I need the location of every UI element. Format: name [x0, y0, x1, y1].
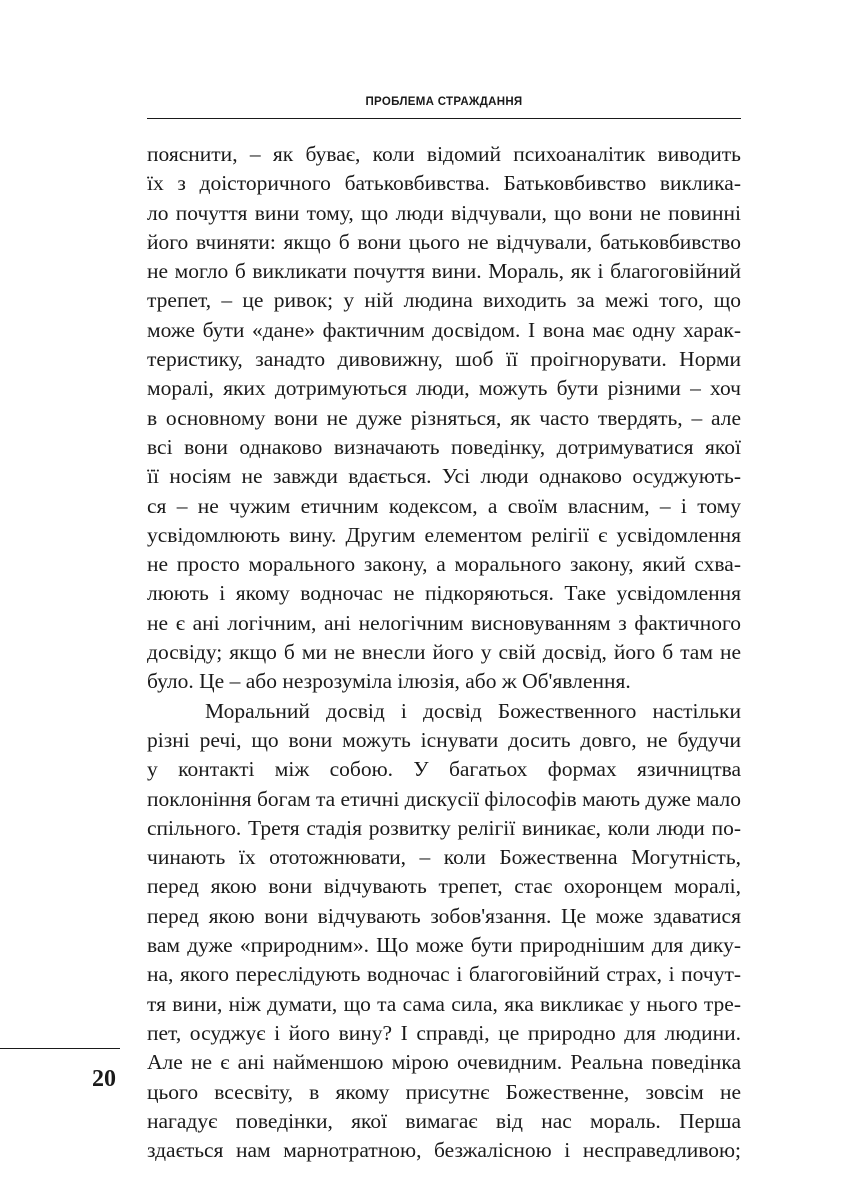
text-line: його вчиняти: якщо б вони цього не відчували, батьковбивство: [147, 229, 741, 254]
text-line: на, якого переслідують водночас і благоговійний страх, і почут-: [147, 962, 741, 987]
text-line: в основному вони не дуже різняться, як часто твердять, – але: [147, 405, 741, 430]
text-line: моралі, яких дотримуються люди, можуть бути різними – хоч: [147, 376, 741, 401]
text-line: усвідомлюють вину. Другим елементом релігії є усвідомлення: [147, 522, 741, 547]
text-line: перед якою вони відчувають зобов'язання. Це може здаватися: [147, 903, 741, 928]
text-line: ся – не чужим етичним кодексом, а своїм власним, – і тому: [147, 493, 741, 518]
folio-rule: [0, 1048, 120, 1049]
text-line: здається нам марнотратною, безжалісною і несправедливою;: [147, 1138, 741, 1163]
text-line: не просто морального закону, а морального закону, який схва-: [147, 552, 741, 577]
text-line: тя вини, ніж думати, що та сама сила, яка викликає у нього тре-: [147, 991, 741, 1016]
text-line: спільного. Третя стадія розвитку релігії виникає, коли люди по-: [147, 815, 741, 840]
text-line: Моральний досвід і досвід Божественного настільки: [205, 698, 741, 723]
text-line: не є ані логічним, ані нелогічним висновуванням з фактичного: [147, 610, 741, 635]
running-head: ПРОБЛЕМА СТРАЖДАННЯ: [365, 96, 523, 108]
text-line: різні речі, що вони можуть існувати досить довго, не будучи: [147, 727, 741, 752]
text-line: може бути «дане» фактичним досвідом. І вона має одну харак-: [147, 317, 741, 342]
text-line: трепет, – це ривок; у ній людина виходить за межі того, що: [147, 288, 741, 313]
text-line: у контакті між собою. У багатьох формах язичництва: [147, 757, 741, 782]
text-line: чинають їх ототожнювати, – коли Божественна Могутність,: [147, 845, 741, 870]
text-line: ло почуття вини тому, що люди відчували, що вони не повинні: [147, 200, 741, 225]
text-line: люють і якому водночас не підкоряються. Таке усвідомлення: [147, 581, 741, 606]
text-line: їх з доісторичного батьковбивства. Батьковбивство виклика-: [147, 171, 741, 196]
page-number: 20: [92, 1066, 116, 1092]
text-line: її носіям не завжди вдається. Усі люди однаково осуджують-: [147, 464, 741, 489]
text-line: пояснити, – як буває, коли відомий психоаналітик виводить: [147, 142, 741, 166]
text-line: всі вони однаково визначають поведінку, дотримуватися якої: [147, 434, 741, 459]
text-line: теристику, занадто дивовижну, шоб її проігнорувати. Норми: [147, 347, 741, 372]
text-line: нагадує поведінки, якої вимагає від нас мораль. Перша: [147, 1108, 741, 1133]
text-line: поклоніння богам та етичні дискусії філософів мають дуже мало: [147, 786, 741, 811]
header-rule: [147, 118, 741, 119]
body-text: [147, 140, 741, 1165]
text-line: цього всесвіту, в якому присутнє Божественне, зовсім не: [147, 1079, 741, 1104]
text-line: пет, осуджує і його вину? І справді, це природно для людини.: [147, 1020, 741, 1045]
text-line: було. Це – або незрозуміла ілюзія, або ж Об'явлення.: [147, 669, 631, 694]
text-line: не могло б викликати почуття вини. Мораль, як і благоговійний: [147, 259, 741, 284]
text-line: досвіду; якщо б ми не внесли його у свій досвід, його б там не: [147, 640, 741, 665]
text-line: перед якою вони відчувають трепет, стає охоронцем моралі,: [147, 874, 741, 899]
text-line: Але не є ані найменшою мірою очевидним. Реальна поведінка: [147, 1050, 741, 1075]
text-line: вам дуже «природним». Що може бути природнішим для дику-: [147, 933, 741, 958]
